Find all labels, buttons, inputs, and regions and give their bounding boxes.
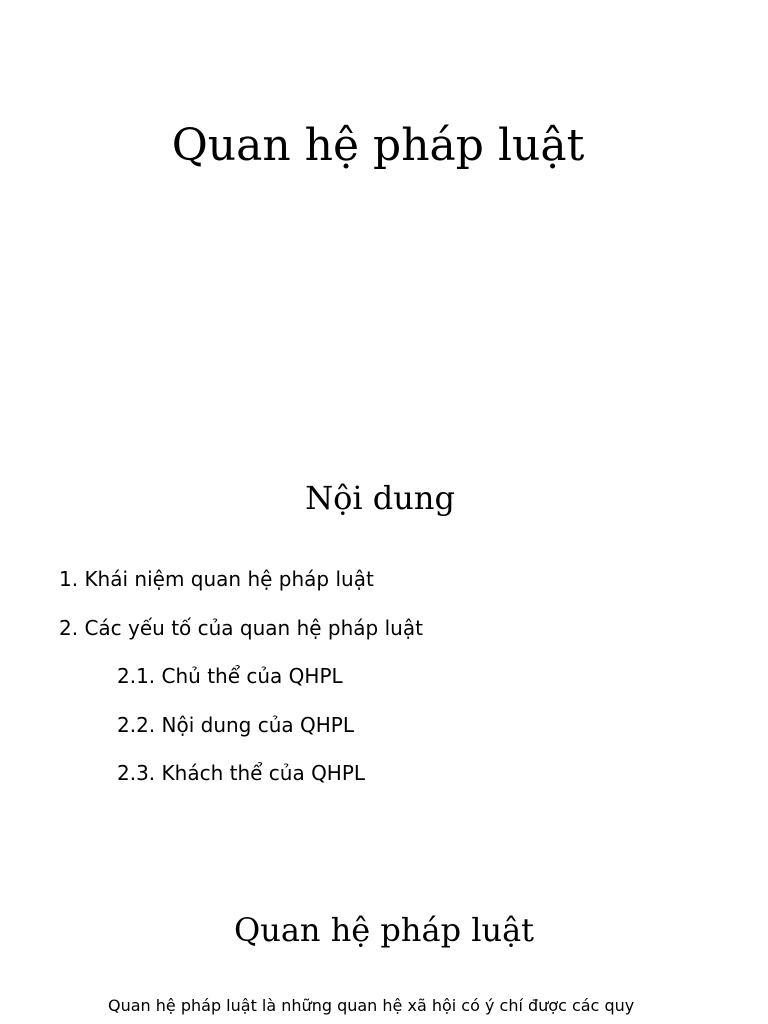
document-title: Quan hệ pháp luật — [171, 120, 585, 171]
toc-item-2-1: 2.1. Chủ thể của QHPL — [117, 664, 343, 688]
toc-heading: Nội dung — [305, 479, 455, 517]
section-paragraph: Quan hệ pháp luật là những quan hệ xã hội có ý chí được các quy — [108, 996, 635, 1015]
toc-item-1: 1. Khái niệm quan hệ pháp luật — [59, 567, 374, 591]
toc-item-2: 2. Các yếu tố của quan hệ pháp luật — [59, 615, 423, 640]
table-of-contents — [0, 560, 768, 803]
toc-item-2-3: 2.3. Khách thể của QHPL — [117, 761, 366, 785]
toc-item-2-2: 2.2. Nội dung của QHPL — [117, 712, 355, 737]
section-heading: Quan hệ pháp luật — [233, 911, 535, 949]
